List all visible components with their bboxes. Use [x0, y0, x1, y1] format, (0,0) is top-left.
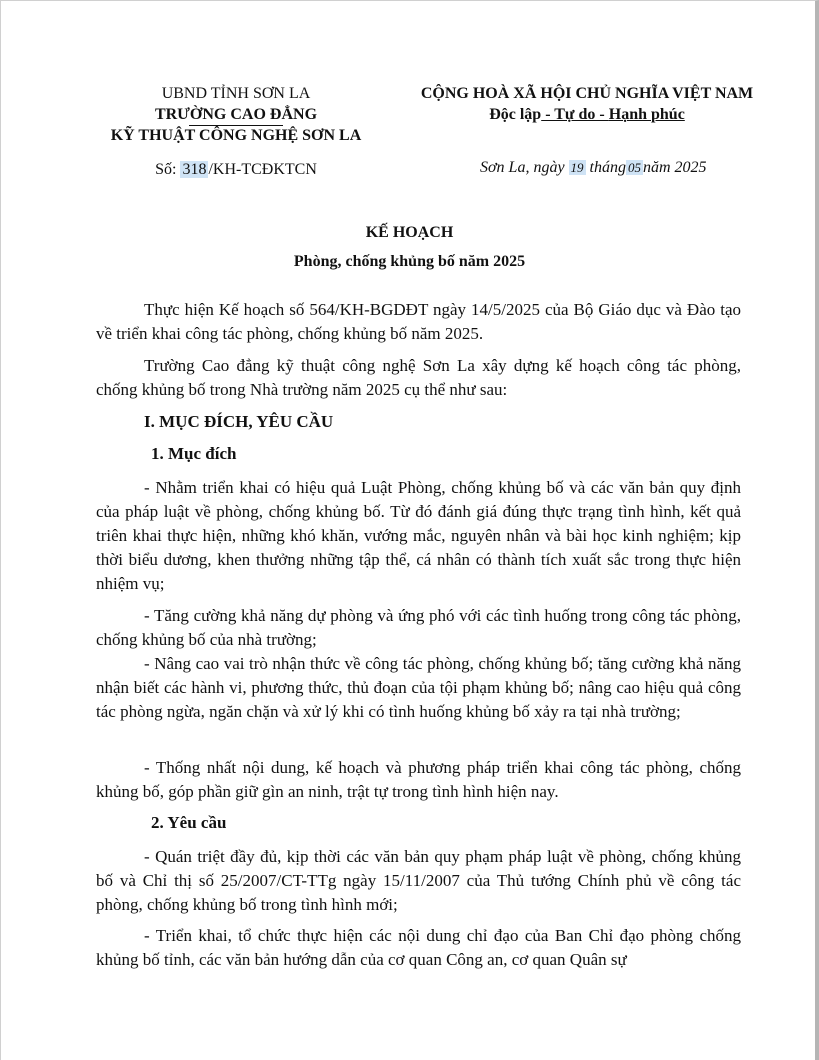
intro-p2-text: Trường Cao đẳng kỹ thuật công nghệ Sơn La xây dựng kế hoạch công tác phòng, chống khủng bố trong Nhà trường năm 2025 cụ thể như sau: [96, 356, 741, 399]
purpose-p3-text: - Nâng cao vai trò nhận thức về công tác phòng, chống khủng bố; tăng cường khả năng nhận biết các hành vi, phương thức, thủ đoạn của tội phạm khủng bố; nâng cao hiệu quả công tác phòng ngừa, ngăn chặn và xử lý khi có tình huống khủng bố xảy ra tại nhà trường; [96, 654, 741, 721]
doc-number-prefix: Số: [155, 161, 177, 178]
doc-number-suffix: /KH-TCĐKTCN [208, 161, 317, 178]
section-1-heading: I. MỤC ĐÍCH, YÊU CẦU [144, 412, 334, 431]
national-motto [398, 104, 776, 125]
subsection-1-heading: 1. Mục đích [151, 444, 237, 463]
national-header [398, 83, 776, 125]
requirement-paragraph-2 [96, 924, 741, 972]
issuing-org [96, 83, 376, 146]
org-line-2: TRƯỜNG CAO ĐẲNG [154, 106, 318, 123]
date-year: năm 2025 [643, 159, 707, 176]
requirement-paragraph-1 [96, 845, 741, 917]
org-line-3: KỸ THUẬT CÔNG NGHỆ SƠN LA [110, 127, 362, 144]
document-subtitle: Phòng, chống khủng bố năm 2025 [293, 253, 526, 270]
subsection-2-heading: 2. Yêu cầu [151, 813, 227, 832]
purpose-paragraph-4 [96, 756, 741, 804]
date-line [480, 159, 707, 177]
motto-part-3: Hạnh phúc [608, 106, 685, 123]
date-day: 19 [570, 160, 584, 175]
req-p1-text: - Quán triệt đầy đủ, kịp thời các văn bản quy phạm pháp luật về phòng, chống khủng bố và Chỉ thị số 25/2007/CT-TTg ngày 15/11/2007 của Thủ tướng Chính phủ về công tác phòng, chống khủng bố trong tình hình mới; [96, 847, 741, 914]
motto-part-2: - Tự do - [541, 106, 609, 123]
purpose-p4-text: - Thống nhất nội dung, kế hoạch và phương pháp triển khai công tác phòng, chống khủng bố, góp phần giữ gìn an ninh, trật tự trong tình hình hiện nay. [96, 758, 741, 801]
intro-p1-text: Thực hiện Kế hoạch số 564/KH-BGDĐT ngày 14/5/2025 của Bộ Giáo dục và Đào tạo về triển khai công tác phòng, chống khủng bố năm 2025. [96, 300, 741, 343]
purpose-paragraph-3 [96, 652, 741, 724]
org-underline [189, 125, 283, 126]
doc-number-line [96, 159, 376, 180]
date-month: 05 [628, 160, 641, 175]
date-prefix: Sơn La, ngày [480, 159, 569, 176]
req-p2-text: - Triển khai, tổ chức thực hiện các nội dung chỉ đạo của Ban Chỉ đạo phòng chống khủng bố tỉnh, các văn bản hướng dẫn của cơ quan Công an, cơ quan Quân sự [96, 926, 741, 969]
intro-paragraph-2 [96, 354, 741, 402]
nation-title: CỘNG HOÀ XÃ HỘI CHỦ NGHĨA VIỆT NAM [420, 85, 754, 102]
purpose-paragraph-2 [96, 604, 741, 652]
purpose-paragraph-1 [96, 476, 741, 596]
doc-number: 318 [182, 161, 207, 178]
date-month-label: tháng [585, 159, 626, 176]
intro-paragraph-1 [96, 298, 741, 346]
motto-part-1: Độc lập [489, 106, 542, 123]
purpose-p2-text: - Tăng cường khả năng dự phòng và ứng phó với các tình huống trong công tác phòng, chống khủng bố của nhà trường; [96, 606, 741, 649]
document-title: KẾ HOẠCH [365, 224, 454, 241]
org-line-1: UBND TỈNH SƠN LA [161, 85, 311, 102]
purpose-p1-text: - Nhằm triển khai có hiệu quả Luật Phòng, chống khủng bố và các văn bản quy định của pháp luật về phòng, chống khủng bố. Từ đó đánh giá đúng thực trạng tình hình, kết quả triên khai thực hiện, những khó khăn, vướng mắc, nguyên nhân và bài học kinh nghiệm; kịp thời biểu dương, khen thưởng những tập thể, cá nhân có thành tích xuất sắc trong thực hiện nhiệm vụ; [96, 478, 741, 593]
